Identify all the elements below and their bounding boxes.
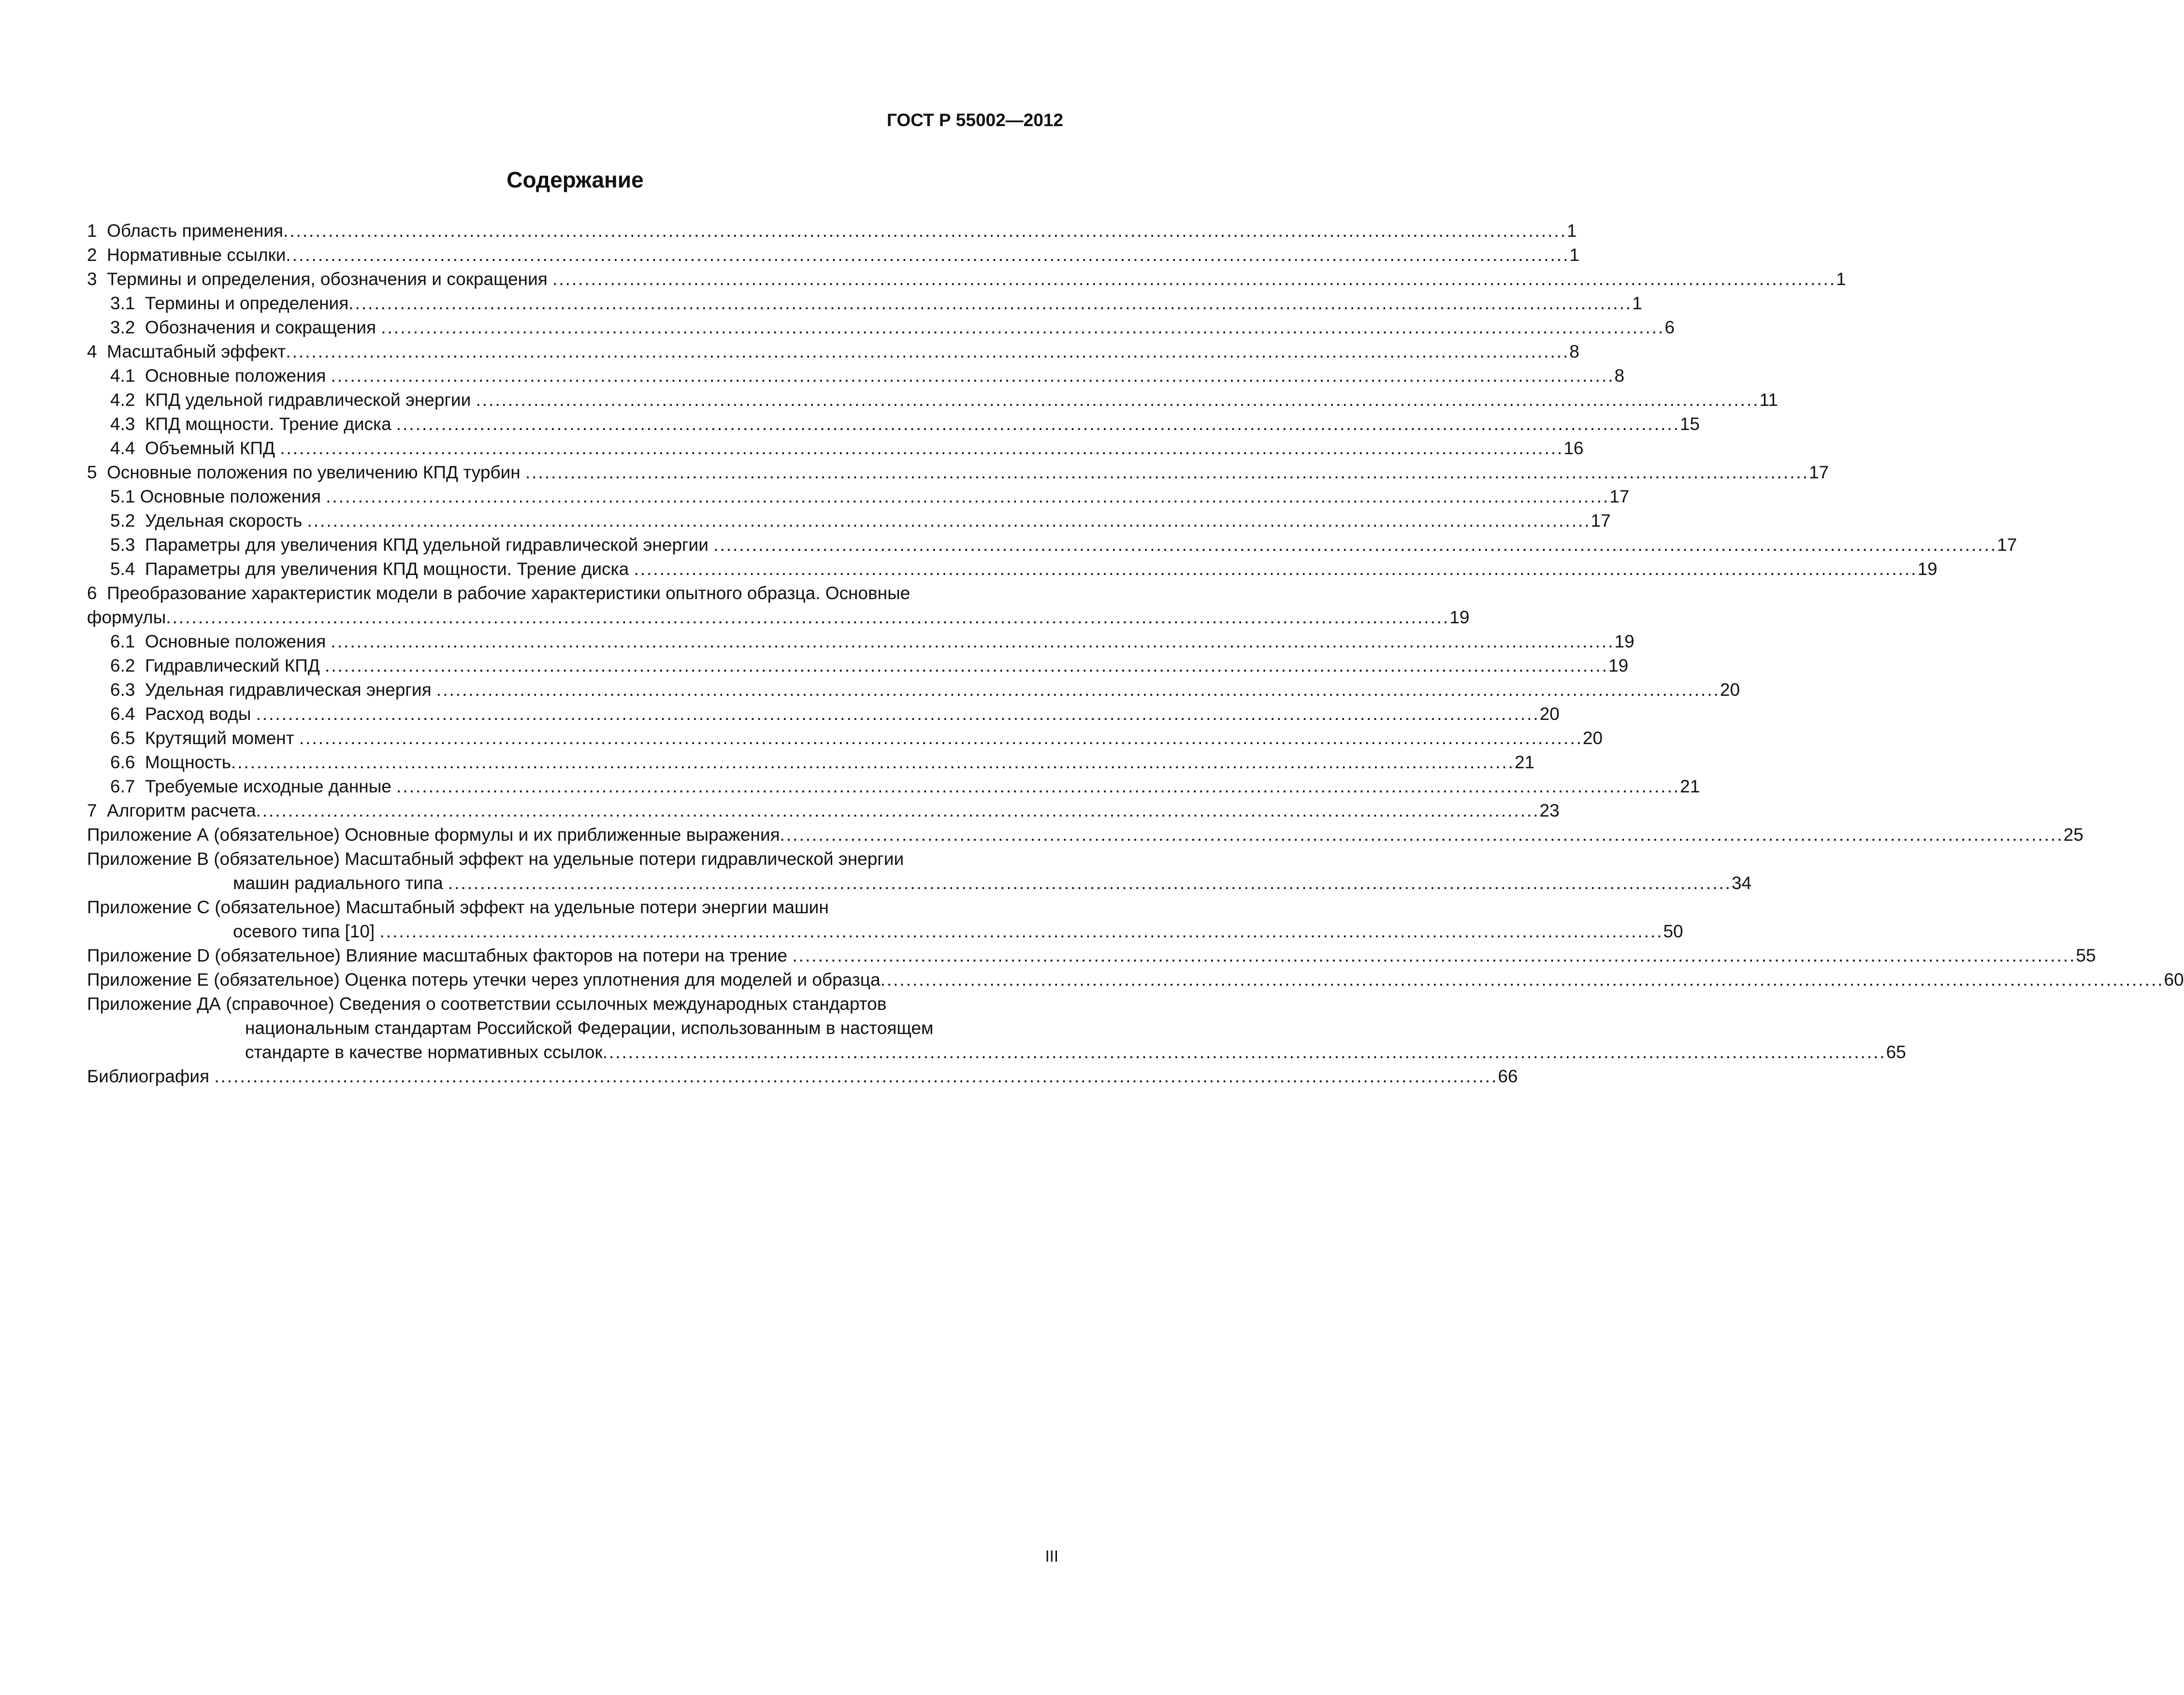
toc-entry-page: 11 bbox=[1759, 390, 1778, 410]
toc-entry-page: 6 bbox=[1664, 317, 1675, 337]
toc-entry-appendix-d[interactable]: Приложение D (обязательное) Влияние масштабных факторов на потери на трение ........................................................................................................................................................................................................ 55 bbox=[87, 944, 1063, 968]
page-number: III bbox=[1045, 1547, 1058, 1565]
toc-entry-page: 1 bbox=[1632, 293, 1642, 313]
toc-entry-page: 55 bbox=[2076, 946, 2096, 965]
toc-entry-5-3[interactable]: 5.3 Параметры для увеличения КПД удельной гидравлической энергии ........................................................................................................................................................................................................ 17 bbox=[87, 533, 1063, 557]
toc-entry-5-1[interactable]: 5.1 Основные положения ........................................................................................................................................................................................................ 17 bbox=[87, 485, 1063, 509]
toc-entry-4-3[interactable]: 4.3 КПД мощности. Трение диска ........................................................................................................................................................................................................ 15 bbox=[87, 412, 1063, 436]
toc-entry-title: 6.3 Удельная гидравлическая энергия bbox=[110, 680, 436, 700]
toc-entry-page: 21 bbox=[1680, 776, 1700, 796]
toc-entry-title: 6.5 Крутящий момент bbox=[110, 728, 299, 748]
toc-entry-title: 4.4 Объемный КПД bbox=[110, 438, 280, 458]
toc-entry-page: 15 bbox=[1679, 414, 1700, 434]
toc-entry-title: Приложение Е (обязательное) Оценка потерь утечки через уплотнения для моделей и образца bbox=[87, 970, 881, 990]
toc-entry-5[interactable]: 5 Основные положения по увеличению КПД турбин ........................................................................................................................................................................................................ 17 bbox=[87, 460, 1063, 485]
toc-entry-title: машин радиального типа bbox=[233, 873, 448, 893]
toc-entry-bibliography[interactable]: Библиография ........................................................................................................................................................................................................ 66 bbox=[87, 1064, 1063, 1089]
toc-entry-title: Приложение А (обязательное) Основные формулы и их приближенные выражения bbox=[87, 825, 780, 845]
toc-entry-title: 5.3 Параметры для увеличения КПД удельной гидравлической энергии bbox=[110, 535, 714, 555]
toc-entry-page: 23 bbox=[1539, 801, 1560, 820]
toc-entry-6[interactable]: формулы ........................................................................................................................................................................................................ 19 bbox=[87, 605, 1063, 630]
toc-entry-page: 65 bbox=[1886, 1042, 1906, 1062]
toc-entry-title: 4.2 КПД удельной гидравлической энергии bbox=[110, 390, 476, 410]
toc-entry-page: 8 bbox=[1614, 366, 1625, 386]
toc-entry-6-3[interactable]: 6.3 Удельная гидравлическая энергия ........................................................................................................................................................................................................ 20 bbox=[87, 678, 1063, 702]
toc-entry-title: формулы bbox=[87, 607, 166, 627]
toc-entry-title: стандарте в качестве нормативных ссылок bbox=[245, 1042, 603, 1062]
toc-entry-title: 4 Масштабный эффект bbox=[87, 342, 286, 361]
toc-entry-page: 17 bbox=[1808, 462, 1829, 482]
toc-entry-page: 19 bbox=[1608, 656, 1629, 675]
toc-entry-page: 1 bbox=[1836, 269, 1846, 289]
toc-entry-page: 19 bbox=[1449, 607, 1470, 627]
toc-entry-title: 6.6 Мощность bbox=[110, 752, 231, 772]
toc-entry-page: 60 bbox=[2164, 970, 2184, 990]
toc-entry-appendix-c-line1[interactable]: Приложение С (обязательное) Масштабный эффект на удельные потери энергии машин bbox=[87, 897, 829, 917]
toc-entry-6-1[interactable]: 6.1 Основные положения ........................................................................................................................................................................................................ 19 bbox=[87, 630, 1063, 654]
toc-entry-1[interactable]: 1 Область применения ........................................................................................................................................................................................................ 1 bbox=[87, 219, 1063, 243]
toc-entry-appendix-a[interactable]: Приложение А (обязательное) Основные формулы и их приближенные выражения ........................................................................................................................................................................................................ 25 bbox=[87, 823, 1063, 847]
toc-entry-page: 8 bbox=[1569, 342, 1579, 361]
toc-entry-page: 17 bbox=[1609, 487, 1630, 506]
toc-entry-4-4[interactable]: 4.4 Объемный КПД ........................................................................................................................................................................................................ 16 bbox=[87, 436, 1063, 460]
toc-entry-title: 2 Нормативные ссылки bbox=[87, 245, 286, 265]
toc-entry-title: 5.1 Основные положения bbox=[110, 487, 326, 506]
toc-entry-page: 1 bbox=[1567, 221, 1577, 241]
toc-entry-title: 6.7 Требуемые исходные данные bbox=[110, 776, 397, 796]
toc-entry-title: 6.1 Основные положения bbox=[110, 632, 331, 651]
toc-entry-page: 66 bbox=[1498, 1066, 1518, 1086]
toc-entry-2[interactable]: 2 Нормативные ссылки ........................................................................................................................................................................................................ 1 bbox=[87, 243, 1063, 267]
toc-entry-6-5[interactable]: 6.5 Крутящий момент ........................................................................................................................................................................................................ 20 bbox=[87, 726, 1063, 750]
toc-entry-title: осевого типа [10] bbox=[233, 921, 380, 941]
toc-entry-appendix-da[interactable]: стандарте в качестве нормативных ссылок ........................................................................................................................................................................................................ 65 bbox=[87, 1040, 1063, 1064]
toc-entry-page: 25 bbox=[2063, 825, 2083, 845]
toc-entry-title: 4.3 КПД мощности. Трение диска bbox=[110, 414, 396, 434]
toc-entry-page: 50 bbox=[1663, 921, 1683, 941]
toc-entry-page: 1 bbox=[1569, 245, 1579, 265]
toc-entry-appendix-e[interactable]: Приложение Е (обязательное) Оценка потерь утечки через уплотнения для моделей и образца ........................................................................................................................................................................................................ 60 bbox=[87, 968, 1063, 992]
toc-entry-7[interactable]: 7 Алгоритм расчета ........................................................................................................................................................................................................ 23 bbox=[87, 799, 1063, 823]
toc-entry-appendix-b[interactable]: машин радиального типа ........................................................................................................................................................................................................ 34 bbox=[87, 871, 1063, 895]
toc-entry-3-1[interactable]: 3.1 Термины и определения ........................................................................................................................................................................................................ 1 bbox=[87, 291, 1063, 316]
toc-entry-5-2[interactable]: 5.2 Удельная скорость ........................................................................................................................................................................................................ 17 bbox=[87, 509, 1063, 533]
toc-entry-5-4[interactable]: 5.4 Параметры для увеличения КПД мощности. Трение диска ........................................................................................................................................................................................................ 19 bbox=[87, 557, 1063, 581]
toc-entry-page: 19 bbox=[1614, 632, 1634, 651]
toc-entry-3[interactable]: 3 Термины и определения, обозначения и сокращения ........................................................................................................................................................................................................ 1 bbox=[87, 267, 1063, 291]
toc-entry-page: 34 bbox=[1731, 873, 1752, 893]
toc-entry-appendix-c[interactable]: осевого типа [10] ........................................................................................................................................................................................................ 50 bbox=[87, 919, 1063, 944]
toc-entry-title: 4.1 Основные положения bbox=[110, 366, 331, 386]
document-code: ГОСТ Р 55002—2012 bbox=[886, 110, 1063, 130]
toc-entry-4[interactable]: 4 Масштабный эффект ........................................................................................................................................................................................................ 8 bbox=[87, 340, 1063, 364]
toc-entry-title: 6.2 Гидравлический КПД bbox=[110, 656, 325, 675]
toc-entry-title: 5.2 Удельная скорость bbox=[110, 511, 307, 531]
toc-entry-6-6[interactable]: 6.6 Мощность ........................................................................................................................................................................................................ 21 bbox=[87, 750, 1063, 775]
table-of-contents bbox=[87, 219, 2184, 1089]
toc-entry-page: 20 bbox=[1720, 680, 1740, 700]
toc-entry-title: Приложение D (обязательное) Влияние масштабных факторов на потери на трение bbox=[87, 946, 793, 965]
toc-entry-title: 3.2 Обозначения и сокращения bbox=[110, 317, 381, 337]
toc-entry-title: 7 Алгоритм расчета bbox=[87, 801, 256, 820]
toc-entry-6-2[interactable]: 6.2 Гидравлический КПД ........................................................................................................................................................................................................ 19 bbox=[87, 654, 1063, 678]
toc-entry-page: 20 bbox=[1582, 728, 1603, 748]
toc-entry-3-2[interactable]: 3.2 Обозначения и сокращения ........................................................................................................................................................................................................ 6 bbox=[87, 316, 1063, 340]
toc-entry-title: 5.4 Параметры для увеличения КПД мощности. Трение диска bbox=[110, 559, 634, 579]
toc-entry-page: 20 bbox=[1539, 704, 1560, 724]
toc-entry-page: 19 bbox=[1917, 559, 1938, 579]
toc-entry-appendix-da-line1[interactable]: Приложение ДА (справочное) Сведения о соответствии ссылочных международных стандартов bbox=[87, 994, 887, 1014]
toc-title: Содержание bbox=[506, 167, 644, 192]
toc-entry-page: 16 bbox=[1563, 438, 1584, 458]
toc-entry-6-line1[interactable]: 6 Преобразование характеристик модели в рабочие характеристики опытного образца. Основные bbox=[87, 583, 911, 603]
toc-entry-title: Библиография bbox=[87, 1066, 215, 1086]
toc-entry-title: 1 Область применения bbox=[87, 221, 284, 241]
toc-entry-page: 17 bbox=[1591, 511, 1611, 531]
toc-entry-4-2[interactable]: 4.2 КПД удельной гидравлической энергии ........................................................................................................................................................................................................ 11 bbox=[87, 388, 1063, 412]
toc-entry-title: 3 Термины и определения, обозначения и сокращения bbox=[87, 269, 553, 289]
toc-entry-4-1[interactable]: 4.1 Основные положения ........................................................................................................................................................................................................ 8 bbox=[87, 364, 1063, 388]
toc-entry-appendix-b-line1[interactable]: Приложение В (обязательное) Масштабный эффект на удельные потери гидравлической энергии bbox=[87, 849, 904, 869]
toc-entry-6-7[interactable]: 6.7 Требуемые исходные данные ........................................................................................................................................................................................................ 21 bbox=[87, 775, 1063, 799]
toc-entry-6-4[interactable]: 6.4 Расход воды ........................................................................................................................................................................................................ 20 bbox=[87, 702, 1063, 726]
toc-entry-title: 6.4 Расход воды bbox=[110, 704, 256, 724]
toc-entry-title: 5 Основные положения по увеличению КПД турбин bbox=[87, 462, 525, 482]
toc-entry-page: 17 bbox=[1997, 535, 2017, 555]
toc-entry-page: 21 bbox=[1514, 752, 1535, 772]
toc-entry-title: 3.1 Термины и определения bbox=[110, 293, 349, 313]
toc-entry-appendix-da-line2[interactable]: национальным стандартам Российской Федерации, использованным в настоящем bbox=[245, 1018, 934, 1038]
